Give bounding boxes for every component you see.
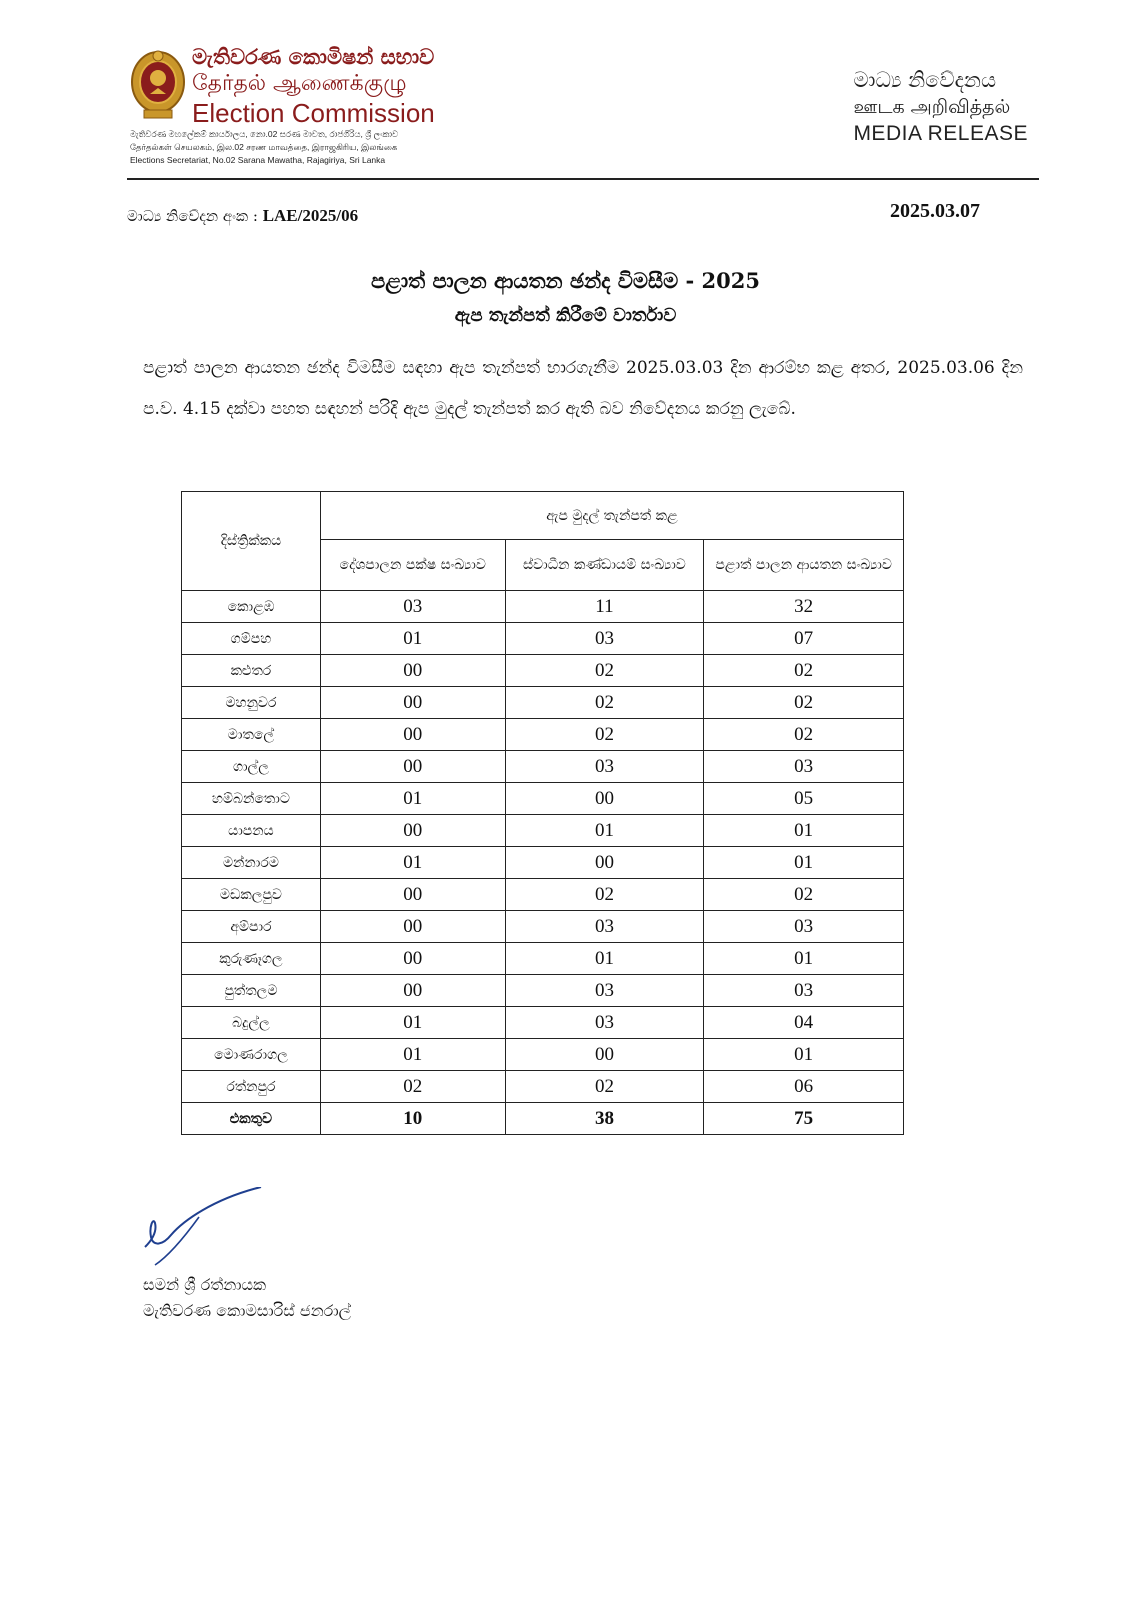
org-address bbox=[130, 128, 398, 167]
signatory-title: මැතිවරණ කොමසාරිස් ජනරාල් bbox=[143, 1301, 351, 1320]
address-sinhala: මැතිවරණ මහලේකම් කාර්යාලය, නො.02 සරණ මාවත, රාජගිරිය, ශ්‍රී ලංකාව bbox=[130, 129, 399, 139]
institutions-cell: 06 bbox=[704, 1071, 904, 1103]
institutions-cell: 01 bbox=[704, 1039, 904, 1071]
table-row bbox=[182, 847, 904, 879]
table-row bbox=[182, 1007, 904, 1039]
media-release-label bbox=[853, 66, 1028, 148]
org-name-sinhala: මැතිවරණ කොමිෂන් සභාව bbox=[192, 45, 435, 69]
table-row bbox=[182, 591, 904, 623]
district-column-header: දිස්ත්‍රික්කය bbox=[182, 492, 321, 591]
total-row bbox=[182, 1103, 904, 1135]
institutions-cell: 03 bbox=[704, 751, 904, 783]
organization-name bbox=[192, 44, 435, 128]
groups-cell: 02 bbox=[505, 687, 704, 719]
total-institutions: 75 bbox=[704, 1103, 904, 1135]
table-row bbox=[182, 623, 904, 655]
org-name-tamil: தேர்தல் ஆணைக்குழு bbox=[192, 71, 407, 96]
district-cell: කළුතර bbox=[182, 655, 321, 687]
parties-cell: 00 bbox=[320, 879, 505, 911]
parties-cell: 00 bbox=[320, 751, 505, 783]
reference-number: LAE/2025/06 bbox=[262, 206, 359, 225]
total-groups: 38 bbox=[505, 1103, 704, 1135]
parties-cell: 00 bbox=[320, 719, 505, 751]
header-divider bbox=[127, 178, 1039, 180]
institutions-cell: 02 bbox=[704, 879, 904, 911]
institutions-column-header: පළාත් පාලන ආයතන සංඛ්‍යාව bbox=[704, 540, 904, 591]
table-row bbox=[182, 911, 904, 943]
release-reference bbox=[127, 206, 358, 226]
table-row bbox=[182, 943, 904, 975]
institutions-cell: 02 bbox=[704, 687, 904, 719]
district-cell: යාපනය bbox=[182, 815, 321, 847]
media-label-tamil: ஊடக அறிவித்தல் bbox=[853, 96, 1011, 118]
district-cell: මාතලේ bbox=[182, 719, 321, 751]
parties-cell: 00 bbox=[320, 655, 505, 687]
total-parties: 10 bbox=[320, 1103, 505, 1135]
institutions-cell: 01 bbox=[704, 847, 904, 879]
signatory bbox=[143, 1272, 351, 1324]
groups-cell: 03 bbox=[505, 975, 704, 1007]
institutions-cell: 01 bbox=[704, 943, 904, 975]
institutions-cell: 32 bbox=[704, 591, 904, 623]
parties-cell: 01 bbox=[320, 1007, 505, 1039]
parties-cell: 01 bbox=[320, 847, 505, 879]
media-label-english: MEDIA RELEASE bbox=[853, 122, 1028, 145]
institutions-cell: 03 bbox=[704, 975, 904, 1007]
district-cell: කොළඹ bbox=[182, 591, 321, 623]
groups-cell: 03 bbox=[505, 911, 704, 943]
district-cell: මොණරාගල bbox=[182, 1039, 321, 1071]
institutions-cell: 03 bbox=[704, 911, 904, 943]
table-row bbox=[182, 751, 904, 783]
deposits-group-header: ඇප මුදල් තැන්පත් කළ bbox=[320, 492, 903, 540]
institutions-cell: 05 bbox=[704, 783, 904, 815]
institutions-cell: 02 bbox=[704, 655, 904, 687]
groups-cell: 11 bbox=[505, 591, 704, 623]
signatory-name: සමන් ශ්‍රී රත්නායක bbox=[143, 1275, 267, 1294]
groups-cell: 02 bbox=[505, 879, 704, 911]
groups-cell: 01 bbox=[505, 815, 704, 847]
address-tamil: தேர்தல்கள் செயலகம், இல.02 சரண மாவத்தை, இராஜகிரிய, இலங்கை bbox=[130, 142, 398, 152]
groups-cell: 00 bbox=[505, 847, 704, 879]
org-name-english: Election Commission bbox=[192, 98, 435, 128]
district-cell: හම්බන්තොට bbox=[182, 783, 321, 815]
parties-cell: 00 bbox=[320, 687, 505, 719]
groups-cell: 01 bbox=[505, 943, 704, 975]
total-label: එකතුව bbox=[182, 1103, 321, 1135]
document-subtitle: ඇප තැන්පත් කිරීමේ වාර්තාව bbox=[454, 305, 677, 326]
table-row bbox=[182, 1071, 904, 1103]
table-row bbox=[182, 975, 904, 1007]
parties-cell: 00 bbox=[320, 911, 505, 943]
table-row bbox=[182, 1039, 904, 1071]
district-cell: අම්පාර bbox=[182, 911, 321, 943]
groups-column-header: ස්වාධීන කණ්ඩායම් සංඛ්‍යාව bbox=[505, 540, 704, 591]
parties-cell: 01 bbox=[320, 1039, 505, 1071]
institutions-cell: 04 bbox=[704, 1007, 904, 1039]
groups-cell: 03 bbox=[505, 1007, 704, 1039]
emblem-logo bbox=[130, 48, 186, 122]
district-cell: මඩකලපුව bbox=[182, 879, 321, 911]
table-row bbox=[182, 719, 904, 751]
deposits-table bbox=[181, 491, 904, 1135]
groups-cell: 02 bbox=[505, 1071, 704, 1103]
institutions-cell: 01 bbox=[704, 815, 904, 847]
parties-cell: 01 bbox=[320, 783, 505, 815]
district-cell: මහනුවර bbox=[182, 687, 321, 719]
institutions-cell: 02 bbox=[704, 719, 904, 751]
district-cell: ගාල්ල bbox=[182, 751, 321, 783]
parties-cell: 00 bbox=[320, 815, 505, 847]
parties-cell: 03 bbox=[320, 591, 505, 623]
district-cell: රත්නපුර bbox=[182, 1071, 321, 1103]
reference-label: මාධ්‍ය නිවේදන අංක : bbox=[127, 207, 258, 225]
district-cell: කුරුණෑගල bbox=[182, 943, 321, 975]
groups-cell: 00 bbox=[505, 1039, 704, 1071]
body-paragraph: පළාත් පාලන ආයතන ඡන්ද විමසීම සඳහා ඇප තැන්පත් භාරගැනීම 2025.03.03 දින ආරම්භ කළ අතර, 2025.03.06 දින ප.ව. 4.15 දක්වා පහත සඳහන් පරිදි ඇප මුදල් තැන්පත් කර ඇති බව නිවේදනය කරනු ලැබේ. bbox=[143, 358, 1023, 419]
groups-cell: 02 bbox=[505, 655, 704, 687]
parties-cell: 00 bbox=[320, 975, 505, 1007]
district-cell: බදුල්ල bbox=[182, 1007, 321, 1039]
table-row bbox=[182, 655, 904, 687]
groups-cell: 00 bbox=[505, 783, 704, 815]
district-cell: පුත්තලම bbox=[182, 975, 321, 1007]
release-date: 2025.03.07 bbox=[890, 200, 980, 222]
table-row bbox=[182, 815, 904, 847]
address-english: Elections Secretariat, No.02 Sarana Mawatha, Rajagiriya, Sri Lanka bbox=[130, 155, 386, 165]
parties-cell: 02 bbox=[320, 1071, 505, 1103]
groups-cell: 03 bbox=[505, 623, 704, 655]
media-label-sinhala: මාධ්‍ය නිවේදනය bbox=[853, 68, 997, 92]
district-cell: ගම්පහ bbox=[182, 623, 321, 655]
groups-cell: 02 bbox=[505, 719, 704, 751]
institutions-cell: 07 bbox=[704, 623, 904, 655]
signature-image bbox=[143, 1187, 273, 1267]
table-body bbox=[182, 591, 904, 1103]
table-row bbox=[182, 783, 904, 815]
parties-cell: 01 bbox=[320, 623, 505, 655]
table-row bbox=[182, 879, 904, 911]
district-cell: මන්නාරම bbox=[182, 847, 321, 879]
parties-cell: 00 bbox=[320, 943, 505, 975]
document-title: පළාත් පාලන ආයතන ඡන්ද විමසීම - 2025 bbox=[371, 268, 760, 293]
table-row bbox=[182, 687, 904, 719]
groups-cell: 03 bbox=[505, 751, 704, 783]
parties-column-header: දේශපාලන පක්ෂ සංඛ්‍යාව bbox=[320, 540, 505, 591]
